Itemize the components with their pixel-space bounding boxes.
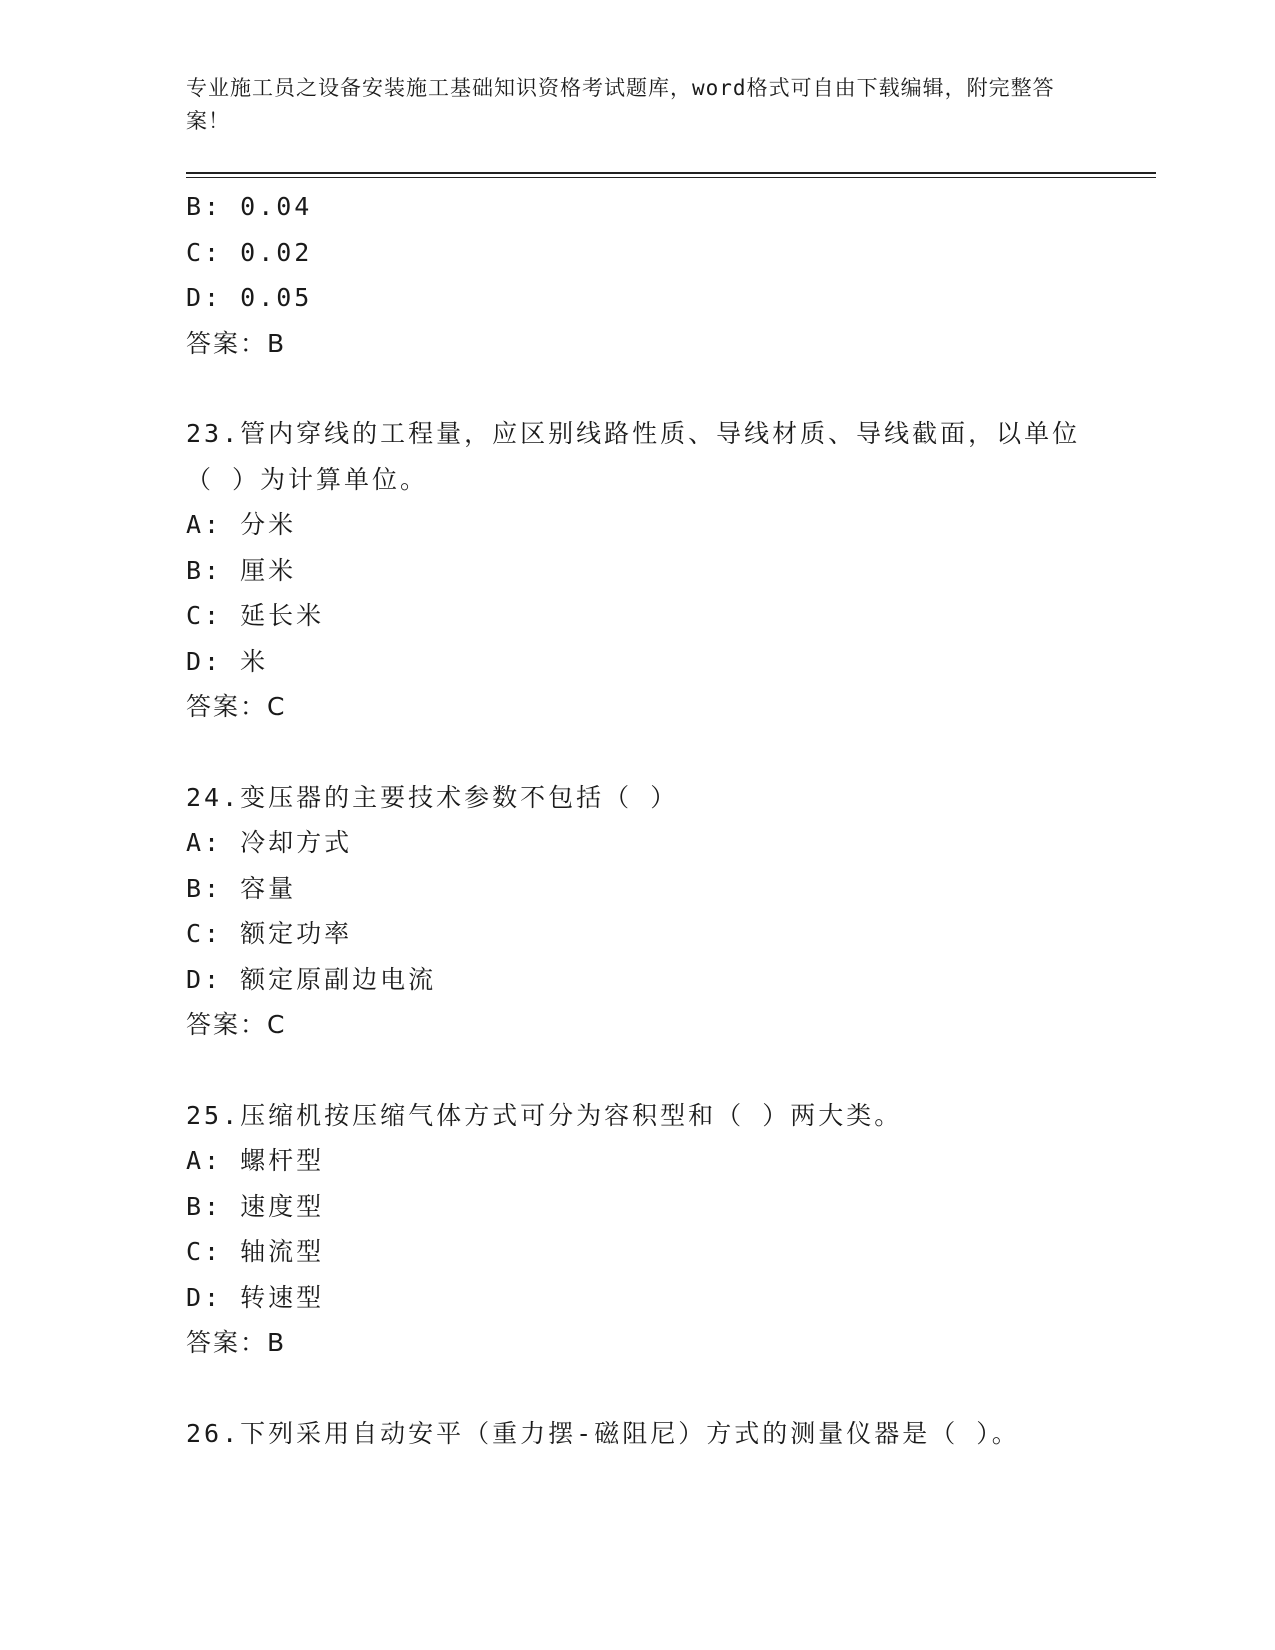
question-block-23 — [186, 411, 1156, 730]
option-c: C: 额定功率 — [186, 919, 353, 948]
document-title: 专业施工员之设备安装施工基础知识资格考试题库，word格式可自由下载编辑，附完整答案！ — [186, 76, 1055, 133]
option-d: D: 米 — [186, 646, 269, 676]
partial-question-block — [186, 184, 1156, 366]
option-b: B: 容量 — [186, 873, 297, 903]
option-b: B: 厘米 — [186, 555, 297, 585]
document-page — [186, 72, 1156, 1456]
question-block-24 — [186, 775, 1156, 1048]
answer-line: 答案：C — [186, 692, 287, 721]
header-divider — [186, 172, 1156, 178]
option-a: A: 分米 — [186, 510, 297, 539]
option-c: C: 0.02 — [186, 237, 313, 267]
answer-line: 答案：B — [186, 1328, 287, 1357]
answer-line: 答案：C — [186, 1010, 287, 1039]
option-c: C: 轴流型 — [186, 1237, 325, 1266]
question-text: 24.变压器的主要技术参数不包括（ ） — [186, 782, 679, 812]
question-block-26 — [186, 1411, 1156, 1457]
option-c: C: 延长米 — [186, 601, 325, 630]
option-d: D: 转速型 — [186, 1282, 325, 1312]
question-text: 23.管内穿线的工程量，应区别线路性质、导线材质、导线截面，以单位（ ）为计算单位。 — [186, 419, 1081, 494]
document-body — [186, 184, 1156, 1456]
question-text: 26.下列采用自动安平（重力摆-磁阻尼）方式的测量仪器是（ ）。 — [186, 1418, 1020, 1448]
option-b: B: 0.04 — [186, 192, 313, 221]
option-b: B: 速度型 — [186, 1191, 325, 1221]
question-block-25 — [186, 1093, 1156, 1366]
option-d: D: 0.05 — [186, 283, 313, 312]
option-d: D: 额定原副边电流 — [186, 964, 437, 994]
answer-line: 答案：B — [186, 328, 287, 358]
option-a: A: 螺杆型 — [186, 1146, 325, 1175]
option-a: A: 冷却方式 — [186, 828, 353, 857]
question-text: 25.压缩机按压缩气体方式可分为容积型和（ ）两大类。 — [186, 1100, 903, 1130]
